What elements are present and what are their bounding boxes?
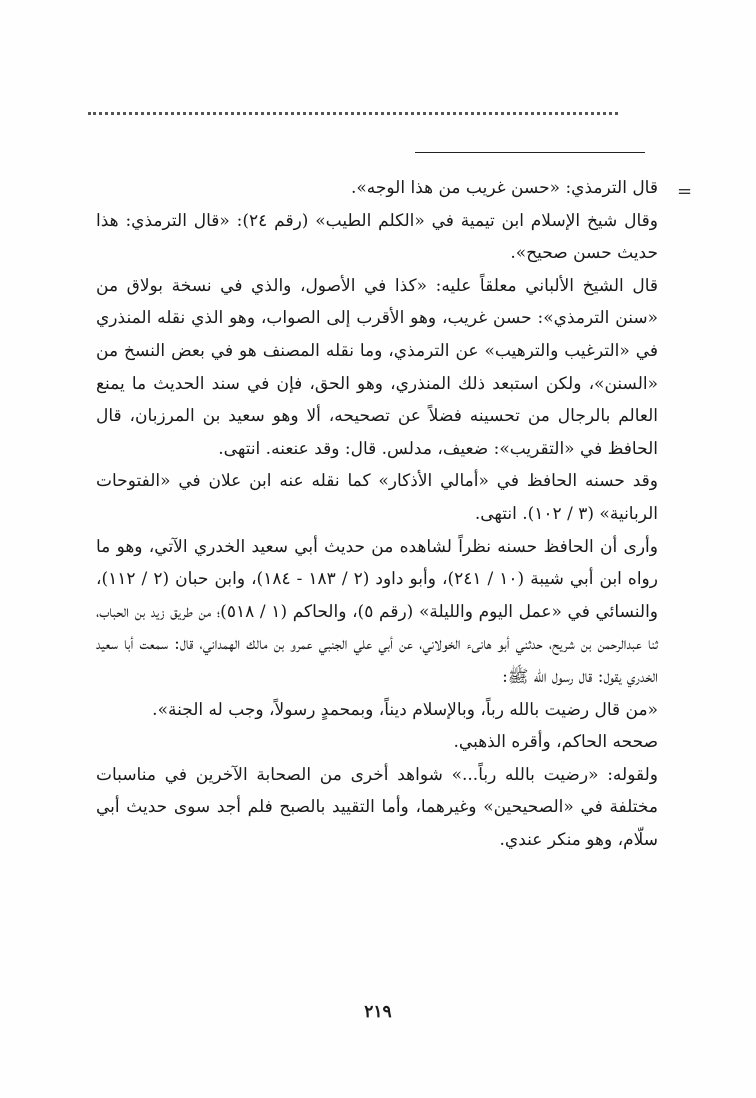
paragraph-hadith-text: «من قال رضيت بالله رباً، وبالإسلام ديناً، وبمحمدٍ رسولاً، وجب له الجنة». <box>152 699 658 720</box>
paragraph-hafiz-amali: وقد حسنه الحافظ في «أمالي الأذكار» كما نقله عنه ابن علان في «الفتوحات الربانية» (٣ / ١٠٢). انتهى. <box>96 471 658 524</box>
continuation-mark: = <box>677 181 693 202</box>
paragraph-ibn-taymiyyah: وقال شيخ الإسلام ابن تيمية في «الكلم الطيب» (رقم ٢٤): «قال الترمذي: هذا حديث حسن صحيح». <box>96 210 659 264</box>
dotted-separator <box>88 112 618 115</box>
footnote-rule <box>415 152 645 153</box>
footnote-text <box>96 172 658 856</box>
paragraph-shahid: وأرى أن الحافظ حسنه نظراً لشاهده من حديث أبي سعيد الخدري الآتي، وهو ما رواه ابن أبي شيبة (١٠ / ٢٤١)، وأبو داود (٢ / ١٨٣ - ١٨٤)، وابن حبان (٢ / ١١٢)، والنسائي في «عمل اليوم والليلة» (رقم ٥)، والحاكم (١ / ٥١٨)؛ من طريق زيد بن الحباب، ثنا عبدالرحمن بن شريح، حدثني أبو هانىء الخولاني، عن أبي علي الجنبي عمرو بن مالك الهمداني، قال: سمعت أبا سعيد الخدري يقول: قال رسول الله ﷺ: <box>96 536 659 687</box>
page-number: ٢١٩ <box>364 1002 392 1022</box>
paragraph-shawahid: ولقوله: «رضيت بالله رباً...» شواهد أخرى من الصحابة الآخرين في مناسبات مختلفة في «الصحيحين» وغيرهما، وأما التقييد بالصبح فلم أجد سوى حديث أبي سلّام، وهو منكر عندي. <box>96 764 658 850</box>
paragraph-tirmidhi: قال الترمذي: «حسن غريب من هذا الوجه». <box>350 178 658 198</box>
paragraph-hakim: صححه الحاكم، وأقره الذهبي. <box>453 732 658 753</box>
paragraph-albani: قال الشيخ الألباني معلقاً عليه: «كذا في الأصول، والذي في نسخة بولاق من «سنن الترمذي»: حسن غريب، وهو الأقرب إلى الصواب، وهو الذي نقله المنذري في «الترغيب والترهيب» عن الترمذي، وما نقله المصنف هو في بعض النسخ من «السنن»، ولكن استبعد ذلك المنذري، وهو الحق، فإن في سند الحديث ما يمنع العالم بالرجال من تحسينه فضلاً عن تصحيحه، ألا وهو سعيد بن المرزبان، قال الحافظ في «التقريب»: ضعيف، مدلس. قال: وقد عنعنه. انتهى. <box>96 275 658 459</box>
